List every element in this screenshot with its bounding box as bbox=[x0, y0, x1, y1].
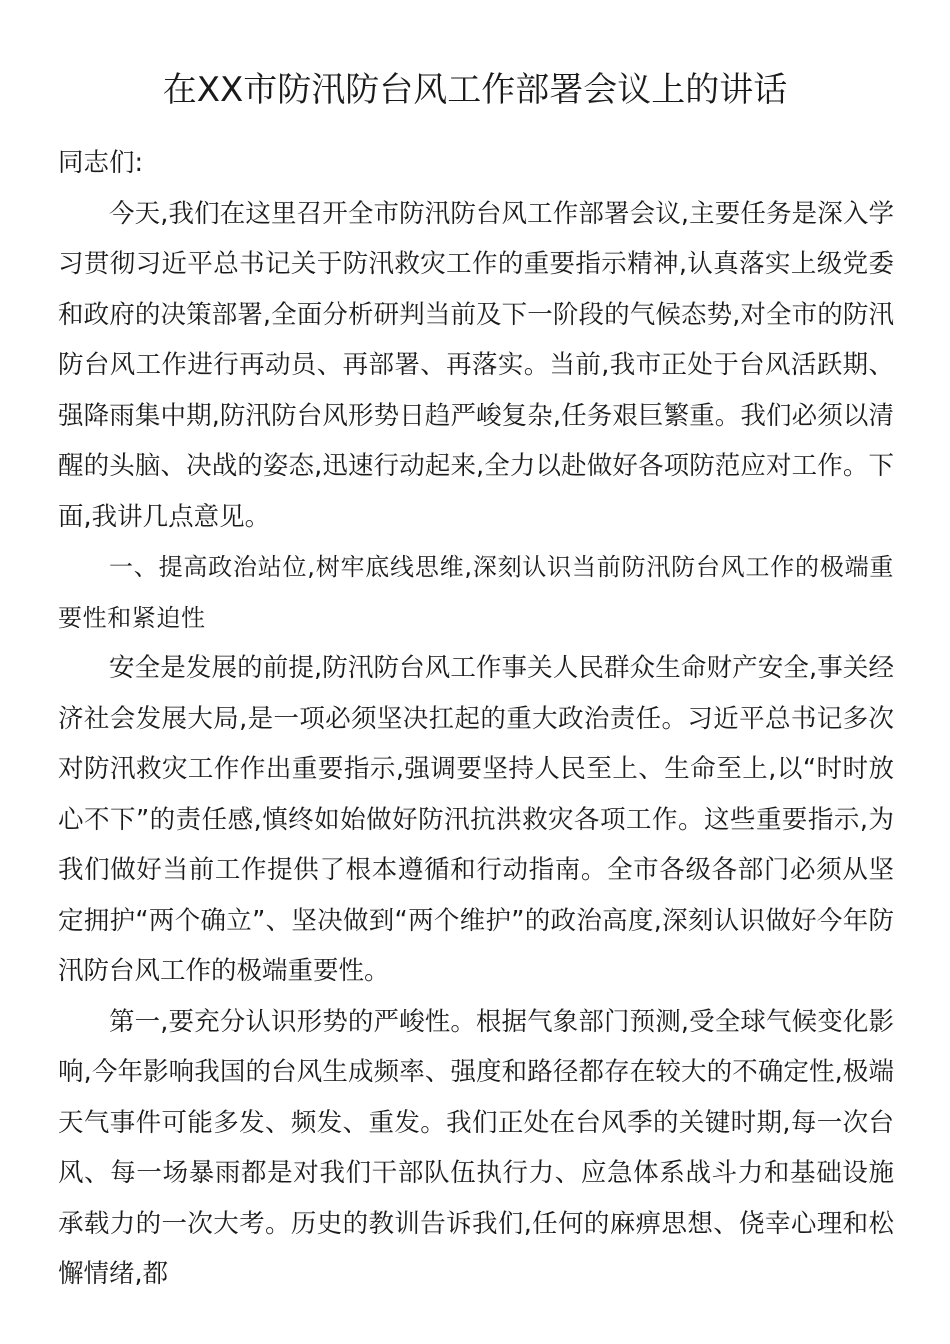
section-heading-1: 一、提高政治站位,树牢底线思维,深刻认识当前防汛防台风工作的极端重要性和紧迫性 bbox=[58, 553, 894, 632]
paragraph-first-point: 第一,要充分认识形势的严峻性。根据气象部门预测,受全球气候变化影响,今年影响我国的台风生成频率、强度和路径都存在较大的不确定性,极端天气事件可能多发、频发、重发。我们正处在台风季的关键时期,每一次台风、每一场暴雨都是对我们干部队伍执行力、应急体系战斗力和基础设施承载力的一次大考。历史的教训告诉我们,任何的麻痹思想、侥幸心理和松懈情绪,都 bbox=[58, 1006, 894, 1289]
paragraph-safety: 安全是发展的前提,防汛防台风工作事关人民群众生命财产安全,事关经济社会发展大局,是一项必须坚决扛起的重大政治责任。习近平总书记多次对防汛救灾工作作出重要指示,强调要坚持人民至上、生命至上,以“时时放心不下”的责任感,慎终如始做好防汛抗洪救灾各项工作。这些重要指示,为我们做好当前工作提供了根本遵循和行动指南。全市各级各部门必须从坚定拥护“两个确立”、坚决做到“两个维护”的政治高度,深刻认识做好今年防汛防台风工作的极端重要性。 bbox=[58, 653, 894, 986]
document-body bbox=[58, 138, 894, 1300]
document-title: 在XX市防汛防台风工作部署会议上的讲话 bbox=[162, 70, 788, 110]
paragraph-intro: 今天,我们在这里召开全市防汛防台风工作部署会议,主要任务是深入学习贯彻习近平总书记关于防汛救灾工作的重要指示精神,认真落实上级党委和政府的决策部署,全面分析研判当前及下一阶段的气候态势,对全市的防汛防台风工作进行再动员、再部署、再落实。当前,我市正处于台风活跃期、强降雨集中期,防汛防台风形势日趋严峻复杂,任务艰巨繁重。我们必须以清醒的头脑、决战的姿态,迅速行动起来,全力以赴做好各项防范应对工作。下面,我讲几点意见。 bbox=[58, 198, 894, 532]
salutation: 同志们: bbox=[58, 148, 144, 178]
